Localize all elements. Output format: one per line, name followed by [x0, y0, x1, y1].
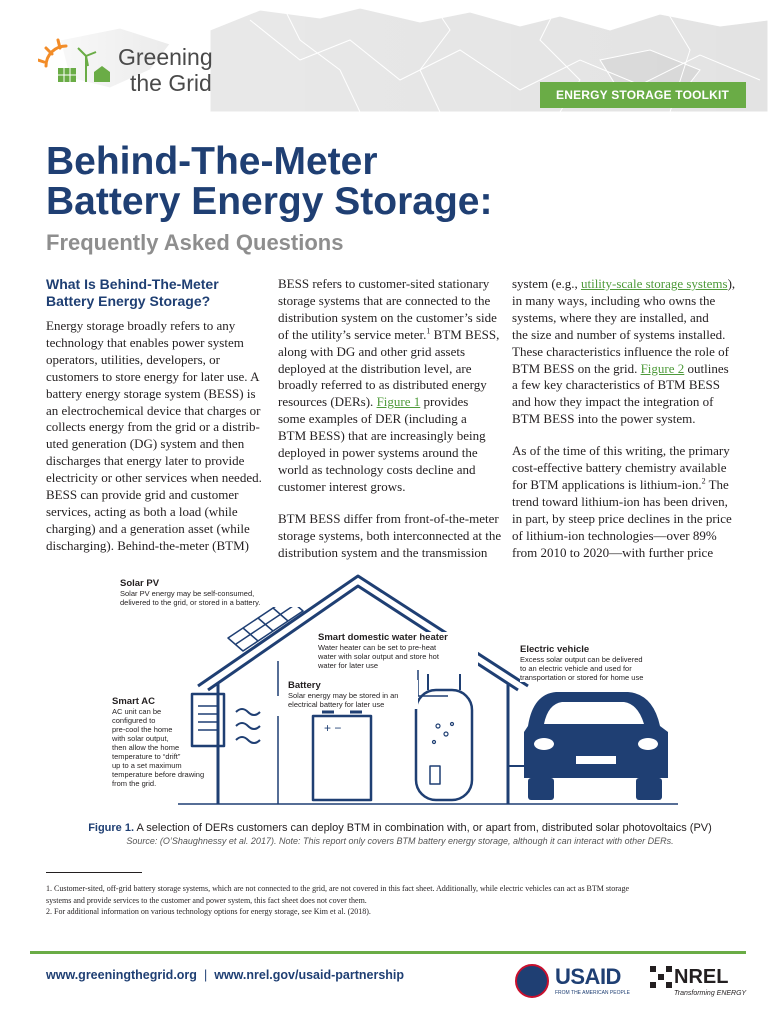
text-line: technology that enables power system [46, 334, 244, 350]
battery-label [288, 680, 418, 709]
electric-vehicle-desc: to an electric vehicle and used for [520, 664, 632, 673]
figure-1 [108, 566, 688, 810]
text-line: of lithium-ion technologies—over 89% [512, 527, 717, 543]
water-heater-desc: Water heater can be set to pre-heat [318, 643, 437, 652]
smart-ac-desc: temperature to “drift” [112, 752, 181, 761]
text-line: BESS can provide grid and customer [46, 487, 239, 503]
text-line: storage systems, both interconnected at the [278, 527, 502, 543]
text-line: cost-effective battery chemistry available [512, 460, 727, 476]
section-heading-line-2: Battery Energy Storage? [46, 293, 211, 309]
nrel-logo[interactable] [650, 966, 746, 1002]
battery-title: Battery [288, 680, 321, 691]
smart-ac-desc: configured to [112, 716, 156, 725]
smart-ac-desc: AC unit can be [112, 707, 162, 716]
text-segment: provides [420, 394, 469, 410]
title-line-2: Battery Energy Storage: [46, 180, 493, 223]
usaid-seal-icon [515, 964, 549, 998]
water-heater-desc: water with solar output and store hot [318, 652, 439, 661]
text-line: an electrochemical device that charges or [46, 402, 261, 418]
footnote-line: 2. For additional information on various technology options for energy storage, see Kim et al. (2018). [46, 907, 371, 916]
nrel-wordmark: NREL [674, 966, 729, 988]
toolkit-banner: ENERGY STORAGE TOOLKIT [540, 82, 746, 108]
usaid-logo[interactable] [515, 964, 635, 1000]
text-line: discharges that energy later to provide [46, 453, 245, 469]
text-line [278, 394, 494, 411]
smart-ac-title: Smart AC [112, 696, 155, 707]
text-line: customers to store energy for later use. A [46, 368, 260, 384]
page-title [46, 142, 726, 222]
solar-pv-desc: Solar PV energy may be self-consumed, [120, 589, 255, 598]
text-line: some examples of DER (including a [278, 411, 467, 427]
text-line: along with DG and other grid assets [278, 343, 466, 359]
section-heading-line-1: What Is Behind-The-Meter [46, 276, 219, 292]
smart-ac-desc: from the grid. [112, 779, 157, 788]
text-line: storage systems that are connected to the [278, 292, 491, 308]
logo-line-1: Greening [118, 44, 213, 70]
text-segment: for BTM applications is lithium-ion. [512, 476, 702, 492]
battery-desc: Solar energy may be stored in an [288, 691, 399, 700]
smart-ac-desc: up to a set maximum [112, 761, 182, 770]
text-line: the size and number of systems installed. [512, 326, 726, 342]
text-line: Energy storage broadly refers to any [46, 318, 236, 333]
greeningthegrid-link[interactable]: www.greeningthegrid.org [46, 968, 197, 982]
text-line: BTM BESS into the power system. [512, 411, 696, 427]
water-heater-desc: water for later use [318, 661, 379, 670]
footnote-line: 1. Customer-sited, off-grid battery storage systems, which are not connected to the grid, are not covered in this fact sheet. Additionally, while electric vehicles can act as BTM storage [46, 884, 629, 893]
column-2 [278, 276, 502, 562]
text-line: discharging). Behind-the-meter (BTM) [46, 537, 250, 553]
text-line: world as technology costs decline and [278, 461, 476, 477]
nrel-partnership-link[interactable]: www.nrel.gov/usaid-partnership [214, 968, 405, 982]
figure-caption-label: Figure 1. [88, 822, 135, 834]
smart-ac-label [112, 696, 222, 788]
text-segment: system (e.g., [512, 276, 581, 291]
water-heater-label [318, 632, 478, 670]
text-line: trend toward lithium-ion has been driven, [512, 493, 728, 509]
text-line: BTM BESS differ from front-of-the-meter [278, 510, 499, 526]
text-line: in many ways, including who owns the [512, 292, 716, 308]
nrel-mark-icon [650, 966, 672, 988]
logo-icon [38, 36, 118, 96]
text-line: charging) and a generation asset (while [46, 520, 250, 536]
text-line: broadly referred to as distributed energy [278, 377, 487, 393]
column-3 [512, 276, 736, 562]
figure-1-link[interactable]: Figure 1 [376, 394, 421, 410]
text-line: systems, where they are installed, and [512, 309, 709, 325]
electric-vehicle-icon [524, 692, 668, 800]
paragraph-gap [512, 428, 730, 443]
text-line: These characteristics influence the role of [512, 343, 729, 359]
text-line: operators, utilities, developers, or [46, 351, 221, 367]
solar-pv-label [120, 578, 310, 607]
footer-separator: | [203, 968, 208, 982]
text-line: electricity or other services when needed. [46, 470, 262, 486]
text-line [512, 477, 730, 494]
footnote-divider [46, 872, 142, 873]
battery-polarity: + − [324, 721, 342, 735]
text-line: a few key characteristics of BTM BESS [512, 377, 720, 393]
text-line: battery energy storage system (BESS) is [46, 385, 256, 401]
text-line: and how they impact the integration of [512, 394, 714, 410]
text-line: distribution system on the customer’s side [278, 309, 497, 325]
text-segment: resources (DERs). [278, 394, 374, 410]
text-segment: ), [727, 276, 736, 291]
text-line [278, 326, 500, 344]
figure-caption [60, 822, 740, 835]
smart-ac-desc: pre-cool the home [112, 725, 173, 734]
column-1-text [46, 318, 260, 555]
footer-links [46, 968, 404, 982]
page-subtitle: Frequently Asked Questions [46, 230, 344, 255]
usaid-tagline: FROM THE AMERICAN PEOPLE [555, 990, 630, 996]
figure-source: Source: (O’Shaughnessy et al. 2017). Note: This report only covers BTM battery energy storage, although it can interact with other DERs. [126, 836, 674, 846]
text-line: BESS refers to customer-sited stationary [278, 276, 490, 291]
footer-divider [30, 951, 746, 954]
electric-vehicle-title: Electric vehicle [520, 644, 590, 655]
utility-scale-storage-link[interactable]: utility-scale storage systems [580, 276, 728, 291]
text-line [512, 361, 730, 378]
text-segment: The [705, 476, 729, 492]
solar-pv-title: Solar PV [120, 578, 160, 589]
text-line: deployed in power systems around the [278, 445, 478, 461]
text-segment: of the utility’s service meter. [278, 326, 427, 342]
text-segment: BTM BESS on the grid. [512, 360, 641, 376]
battery-desc: electrical battery for later use [288, 700, 385, 709]
battery-icon [313, 716, 371, 800]
water-heater [416, 690, 472, 800]
logo-line-2: the Grid [130, 70, 212, 96]
text-line: BTM BESS) that are increasingly being [278, 428, 486, 444]
column-1 [46, 276, 260, 555]
text-line: distribution system and the transmission [278, 544, 488, 560]
section-heading [46, 276, 260, 310]
text-line: in part, by steep price declines in the price [512, 510, 732, 526]
text-line: customer interest grows. [278, 478, 406, 494]
electric-vehicle-label [520, 644, 686, 682]
footnote-line: systems and provide services to the customer and power system, this fact sheet does not cover them. [46, 895, 367, 905]
text-line: deployed at the distribution level, are [278, 360, 472, 376]
text-line [512, 276, 736, 293]
electric-vehicle-desc: Excess solar output can be delivered [520, 655, 643, 664]
figure-caption-text: A selection of DERs customers can deploy BTM in combination with, or apart from, distributed solar photovoltaics (PV) [134, 822, 712, 834]
usaid-wordmark: USAID [555, 964, 621, 989]
text-segment: outlines [684, 360, 729, 376]
smart-ac-desc: with solar output, [112, 734, 169, 743]
footnote-2-marker[interactable]: 2 [701, 476, 706, 486]
logo-text [118, 44, 213, 96]
smart-ac-desc: temperature before drawing [112, 770, 205, 779]
solar-pv-desc: delivered to the grid, or stored in a battery. [120, 598, 261, 607]
nrel-tagline: Transforming ENERGY [674, 990, 747, 997]
paragraph-gap [278, 496, 494, 511]
footnote-1-marker[interactable]: 1 [426, 326, 431, 336]
text-line: uted generation (DG) system and then [46, 436, 245, 452]
airflow-waves [236, 709, 260, 743]
water-heater-title: Smart domestic water heater [318, 632, 448, 643]
greening-the-grid-logo[interactable] [38, 36, 238, 106]
text-line: As of the time of this writing, the primary [512, 443, 730, 459]
title-line-1: Behind-The-Meter [46, 140, 378, 183]
text-line: collects energy from the grid or a distrib- [46, 419, 260, 435]
text-line: from 2010 to 2020—with further price [512, 544, 714, 560]
electric-vehicle-desc: transportation or stored for home use [520, 673, 644, 682]
figure-2-link[interactable]: Figure 2 [640, 360, 685, 376]
footnotes [46, 883, 736, 918]
smart-ac-desc: then allow the home [112, 743, 180, 752]
text-line: services, acting as both a load (while [46, 503, 238, 519]
text-segment: BTM BESS, [430, 326, 500, 342]
